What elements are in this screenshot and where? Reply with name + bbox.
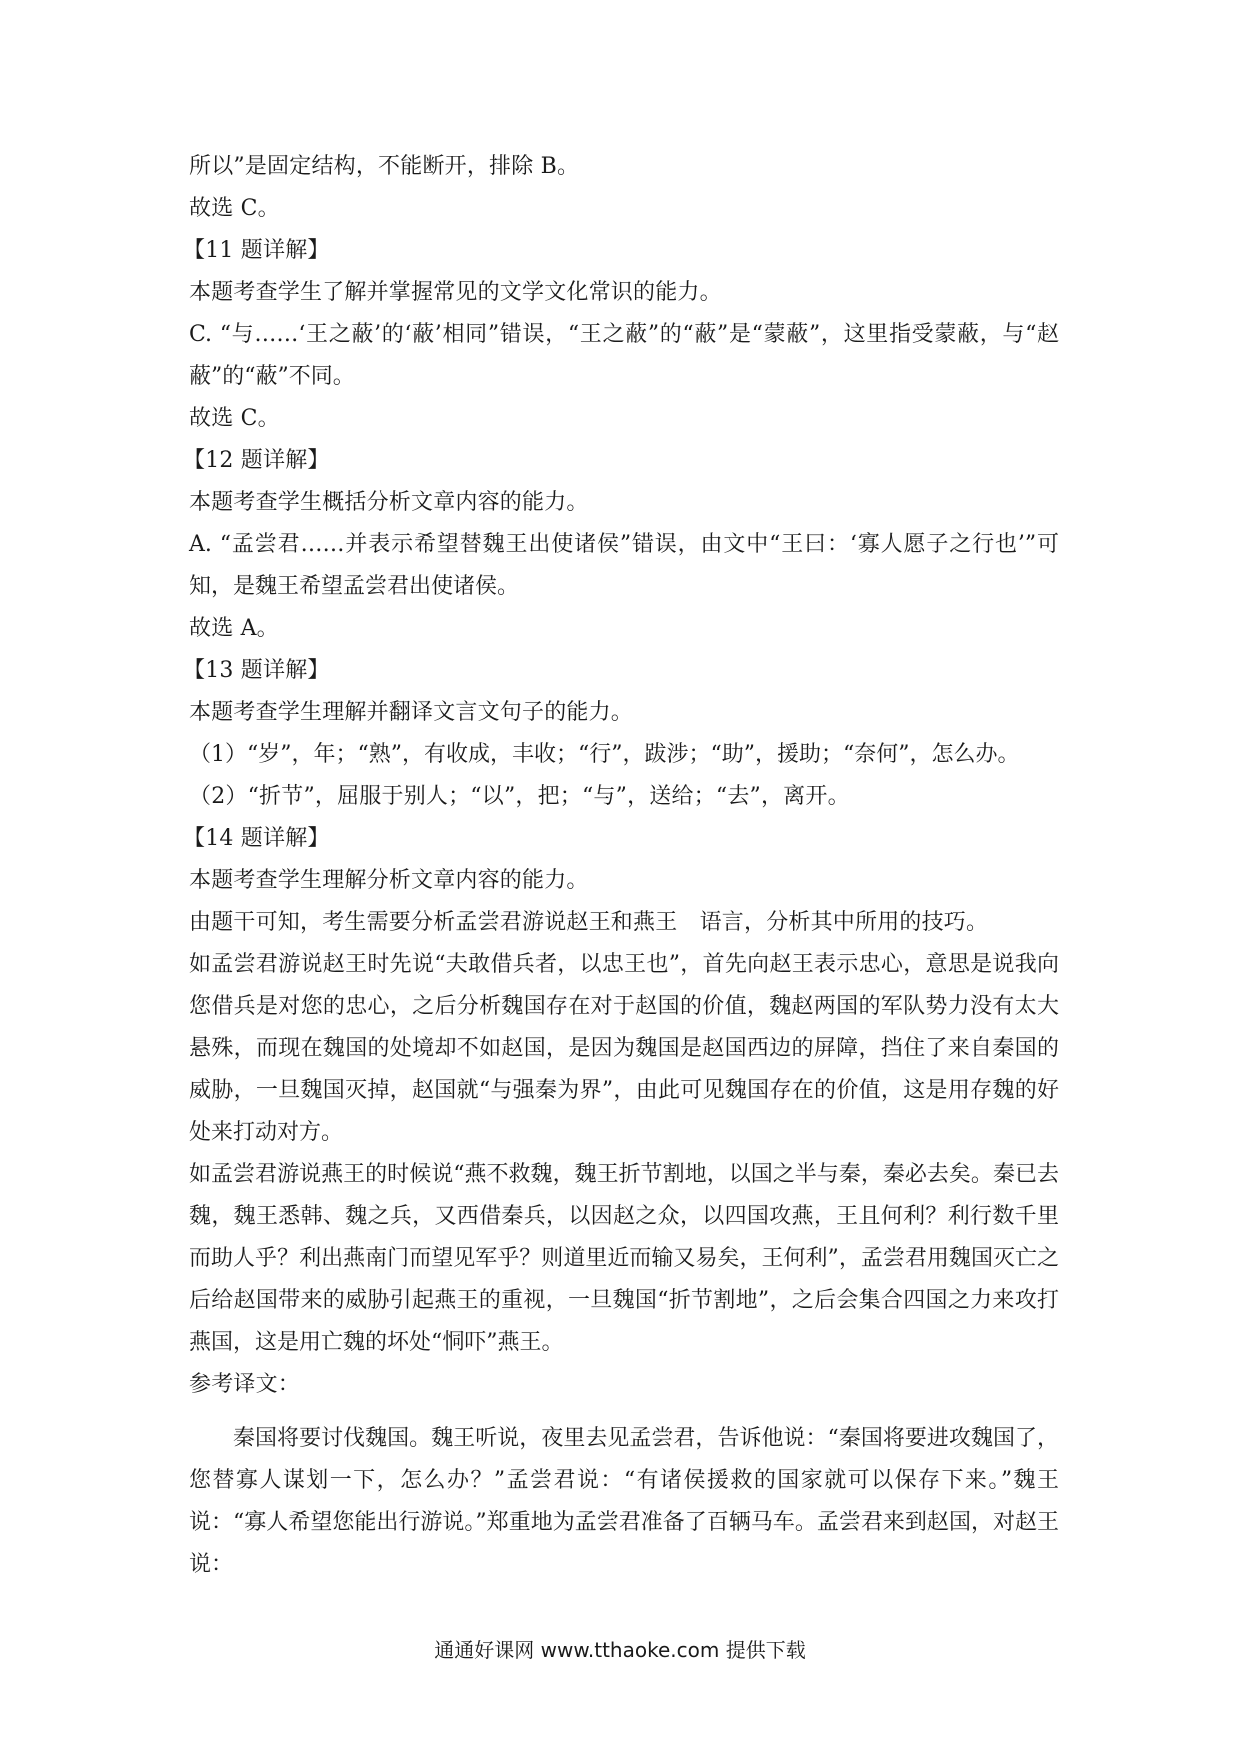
paragraph: （1）“岁”，年；“熟”，有收成，丰收；“行”，跋涉；“助”，援助；“奈何”，怎么办。 — [189, 742, 1020, 767]
document-body — [183, 146, 1059, 1586]
paragraph: 如孟尝君游说赵王时先说“夫敢借兵者，以忠王也”，首先向赵王表示忠心，意思是说我向您借兵是对您的忠心，之后分析魏国存在对于赵国的价值，魏赵两国的军队势力没有太大悬殊，而现在魏国的处境却不如赵国，是因为魏国是赵国西边的屏障，挡住了来自秦国的威胁，一旦魏国灭掉，赵国就“与强秦为界”，由此可见魏国存在的价值，这是用存魏的好处来打动对方。 — [189, 952, 1059, 1145]
translation-text: 秦国将要讨伐魏国。魏王听说，夜里去见孟尝君，告诉他说：“秦国将要进攻魏国了，您替寡人谋划一下，怎么办？”孟尝君说：“有诸侯援救的国家就可以保存下来。”魏王说：“寡人希望您能出行游说。”郑重地为孟尝君准备了百辆马车。孟尝君来到赵国，对赵王说： — [189, 1426, 1059, 1577]
paragraph: C. “与……‘王之蔽’的‘蔽’相同”错误，“王之蔽”的“蔽”是“蒙蔽”，这里指受蒙蔽，与“赵蔽”的“蔽”不同。 — [189, 322, 1059, 389]
text-line: 本题考查学生理解并翻译文言文句子的能力。 — [189, 700, 634, 725]
section-heading-14: 【14 题详解】 — [183, 826, 330, 851]
answer-line: 故选 C。 — [189, 196, 280, 221]
section-heading-13: 【13 题详解】 — [183, 658, 330, 683]
page-footer: 通通好课网 www.tthaoke.com 提供下载 — [434, 1638, 806, 1662]
paragraph: 如孟尝君游说燕王的时候说“燕不救魏，魏王折节割地，以国之半与秦，秦必去矣。秦已去魏，魏王悉韩、魏之兵，又西借秦兵，以因赵之众，以四国攻燕，王且何利？利行数千里而助人乎？利出燕南门而望见军乎？则道里近而输又易矣，王何利”，孟尝君用魏国灭亡之后给赵国带来的威胁引起燕王的重视，一旦魏国“折节割地”，之后会集合四国之力来攻打燕国，这是用亡魏的坏处“恫吓”燕王。 — [189, 1162, 1059, 1355]
text-line: 本题考查学生概括分析文章内容的能力。 — [189, 490, 589, 515]
text-line: 由题干可知，考生需要分析孟尝君游说赵王和燕王 语言，分析其中所用的技巧。 — [189, 910, 989, 935]
section-heading-11: 【11 题详解】 — [183, 238, 330, 263]
paragraph: A. “孟尝君……并表示希望替魏王出使诸侯”错误，由文中“王曰：‘寡人愿子之行也’”可知，是魏王希望孟尝君出使诸侯。 — [189, 532, 1059, 599]
text-line: 参考译文： — [189, 1372, 301, 1397]
text-line: （2）“折节”，屈服于别人；“以”，把；“与”，送给；“去”，离开。 — [189, 784, 850, 809]
text-line: 本题考查学生了解并掌握常见的文学文化常识的能力。 — [189, 280, 722, 305]
answer-line: 故选 A。 — [189, 616, 279, 641]
translation-paragraph — [189, 1418, 1059, 1586]
section-heading-12: 【12 题详解】 — [183, 448, 330, 473]
answer-line: 故选 C。 — [189, 406, 280, 431]
text-line: 所以”是固定结构，不能断开，排除 B。 — [189, 154, 580, 179]
text-line: 本题考查学生理解分析文章内容的能力。 — [189, 868, 589, 893]
